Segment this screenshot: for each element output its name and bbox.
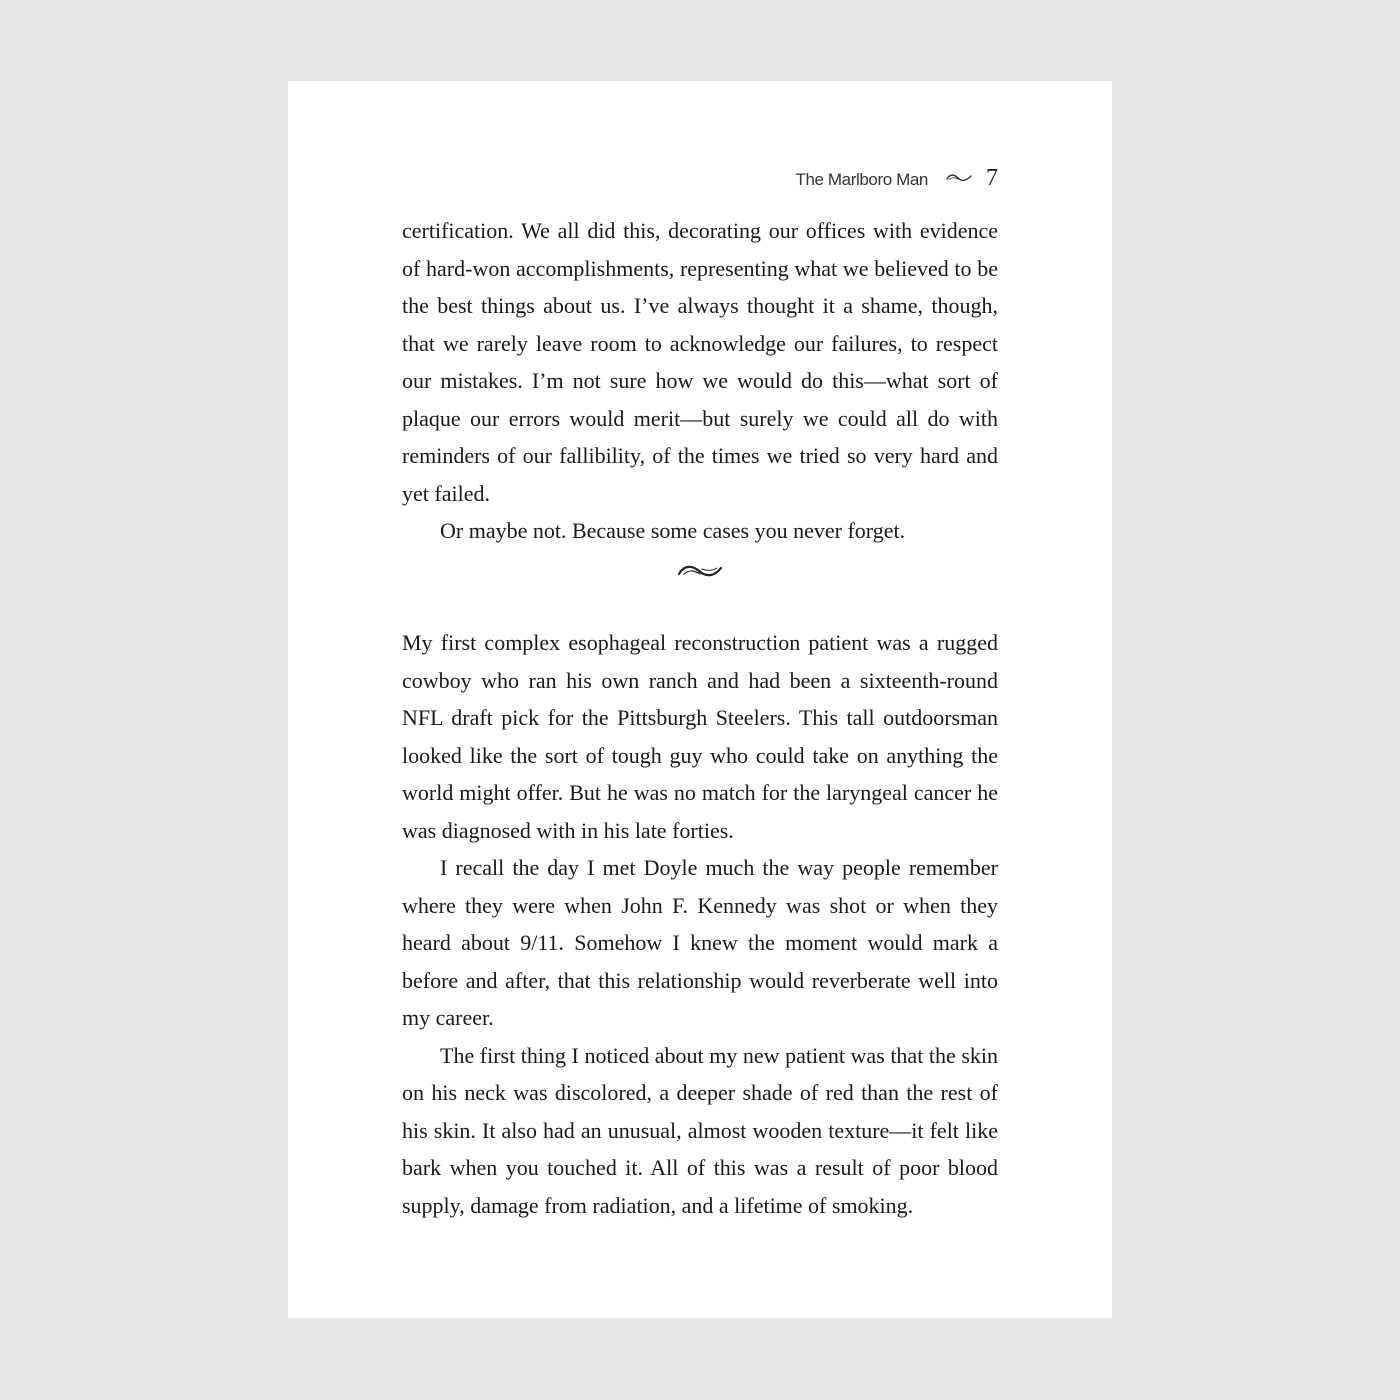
running-head-title: The Marlboro Man (795, 170, 928, 189)
paragraph: The first thing I noticed about my new patient was that the skin on his neck was discolored, a deeper shade of red than the rest of his skin. It also had an unusual, almost wooden texture—it felt like bark when you touched it. All of this was a result of poor blood supply, damage from radiation, and a lifetime of smoking. (402, 1042, 998, 1218)
swash-divider-icon (676, 561, 724, 581)
running-head (796, 165, 999, 191)
page-number: 7 (986, 165, 998, 191)
paragraph: My first complex esophageal reconstruction patient was a rugged cowboy who ran his own ranch and had been a sixteenth-round NFL draft pick for the Pittsburgh Steelers. This tall outdoorsman looked like the sort of tough guy who could take on anything the world might offer. But he was no match for the laryngeal cancer he was diagnosed with in his late forties. (402, 630, 998, 843)
section-two-text (402, 624, 998, 1224)
paragraph: Or maybe not. Because some cases you never forget. (440, 518, 906, 543)
swash-ornament-icon (946, 173, 972, 183)
paragraph: I recall the day I met Doyle much the way people remember where they were when John F. Kennedy was shot or when they heard about 9/11. Somehow I knew the moment would mark a before and after, that this relationship would reverberate well into my career. (402, 855, 998, 1030)
book-page (288, 81, 1112, 1318)
section-one-text (402, 212, 998, 550)
paragraph: certification. We all did this, decorating our offices with evidence of hard-won accomplishments, representing what we believed to be the best things about us. I’ve always thought it a shame, though, that we rarely leave room to acknowledge our failures, to respect our mistakes. I’m not sure how we would do this—what sort of plaque our errors would merit—but surely we could all do with reminders of our fallibility, of the times we tried so very hard and yet failed. (402, 218, 998, 506)
